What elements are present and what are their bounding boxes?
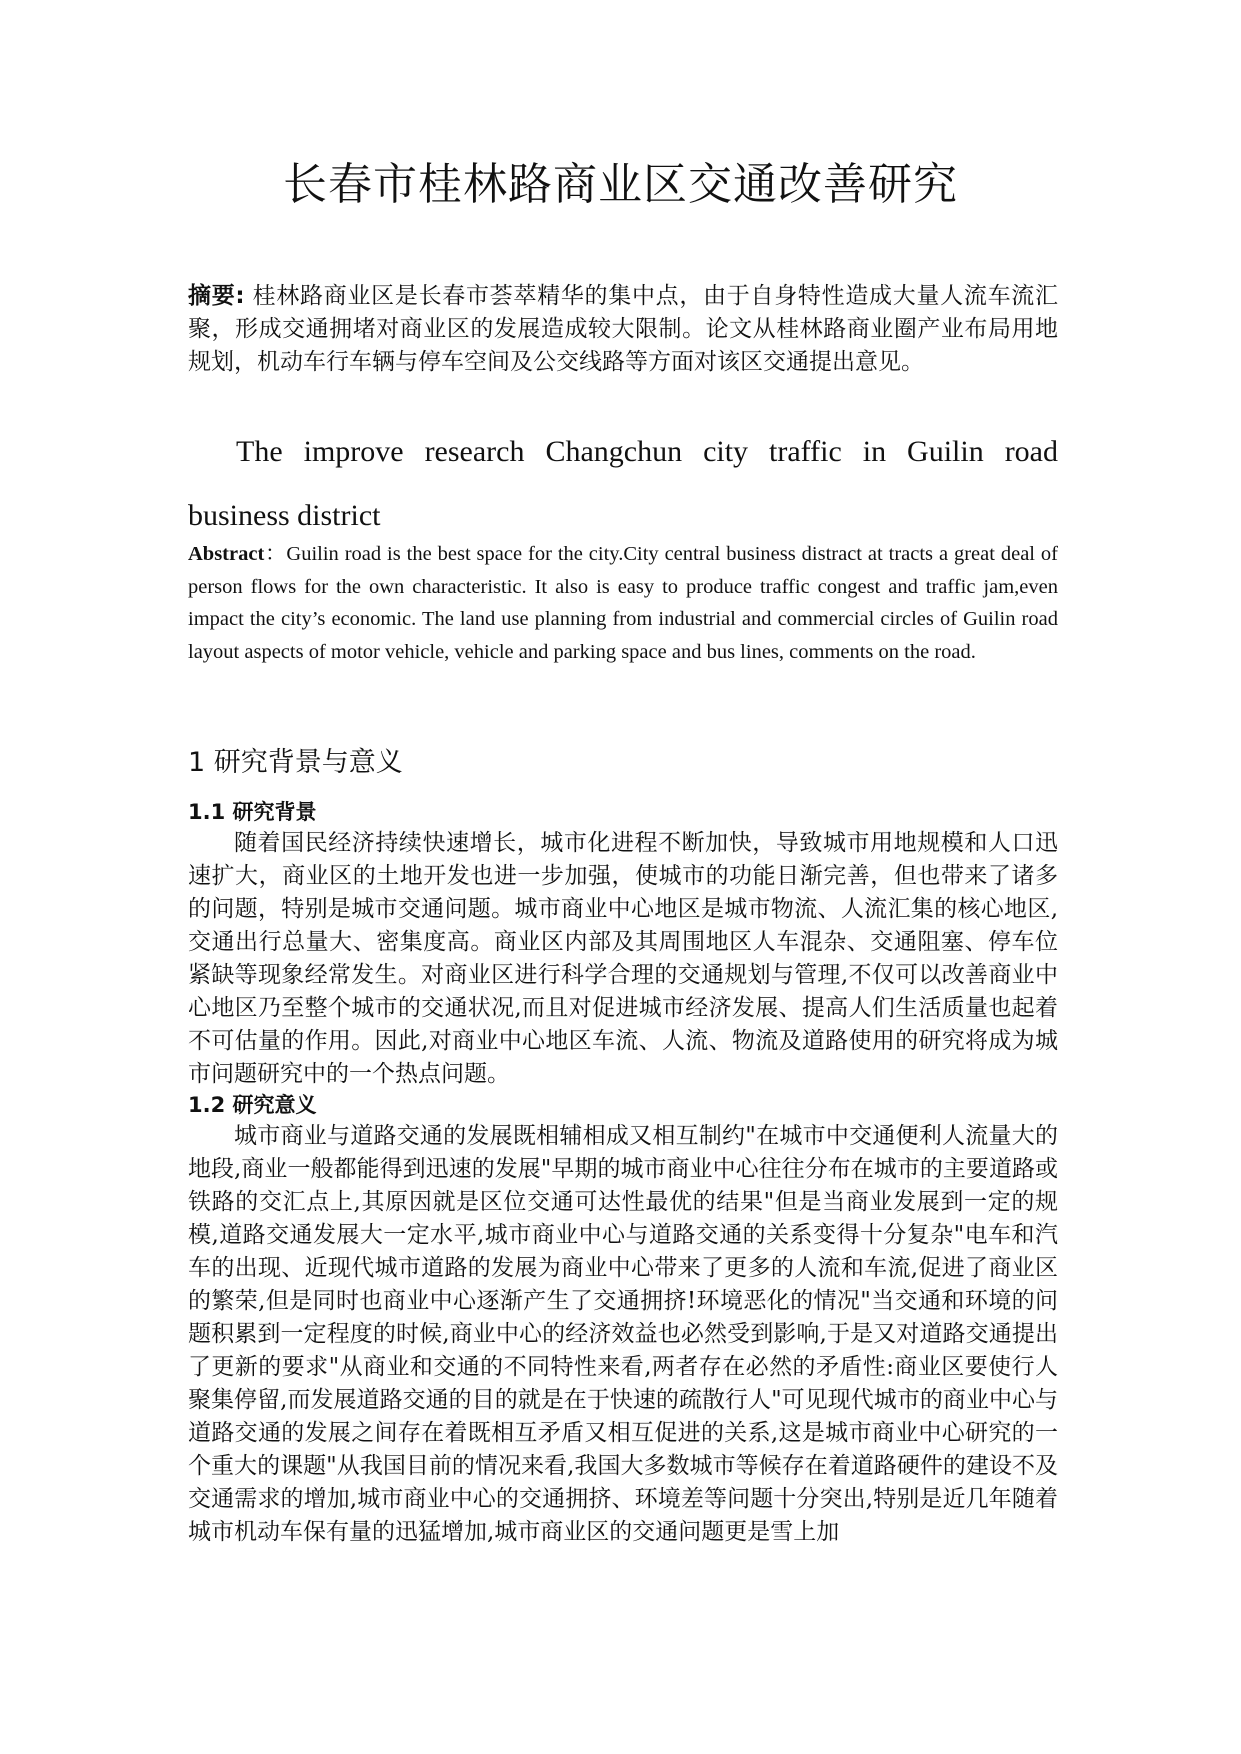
- english-title: The improve research Changchun city traffic in Guilin road business district: [188, 435, 1058, 532]
- paper-title: 长春市桂林路商业区交通改善研究: [283, 159, 958, 210]
- section-heading: 1 研究背景与意义: [188, 747, 403, 778]
- background-paragraph: 随着国民经济持续快速增长，城市化进程不断加快，导致城市用地规模和人口迅速扩大，商业区的土地开发也进一步加强，使城市的功能日渐完善，但也带来了诸多的问题，特别是城市交通问题。城市商业中心地区是城市物流、人流汇集的核心地区,交通出行总量大、密集度高。商业区内部及其周围地区人车混杂、交通阻塞、停车位紧缺等现象经常发生。对商业区进行科学合理的交通规划与管理,不仅可以改善商业中心地区乃至整个城市的交通状况,而且对促进城市经济发展、提高人们生活质量也起着不可估量的作用。因此,对商业中心地区车流、人流、物流及道路使用的研究将成为城市问题研究中的一个热点问题。: [188, 830, 1058, 1087]
- english-abstract-text: ：Guilin road is the best space for the city.City central business distract at tracts a great deal of person flows for the own characteristic. It also is easy to produce traffic congest and traffic jam,even impact the city’s economic. The land use planning from industrial and commercial circles of Guilin road layout aspects of motor vehicle, vehicle and parking space and bus lines, comments on the road.: [188, 543, 1058, 663]
- chinese-abstract-text: 桂林路商业区是长春市荟萃精华的集中点，由于自身特性造成大量人流车流汇聚，形成交通拥堵对商业区的发展造成较大限制。论文从桂林路商业圈产业布局用地规划，机动车行车辆与停车空间及公交线路等方面对该区交通提出意见。: [188, 283, 1059, 375]
- chinese-abstract-label: 摘要:: [188, 283, 245, 309]
- significance-paragraph: 城市商业与道路交通的发展既相辅相成又相互制约"在城市中交通便利人流量大的地段,商业一般都能得到迅速的发展"早期的城市商业中心往往分布在城市的主要道路或铁路的交汇点上,其原因就是区位交通可达性最优的结果"但是当商业发展到一定的规模,道路交通发展大一定水平,城市商业中心与道路交通的关系变得十分复杂"电车和汽车的出现、近现代城市道路的发展为商业中心带来了更多的人流和车流,促进了商业区的繁荣,但是同时也商业中心逐渐产生了交通拥挤!环境恶化的情况"当交通和环境的问题积累到一定程度的时候,商业中心的经济效益也必然受到影响,于是又对道路交通提出了更新的要求"从商业和交通的不同特性来看,两者存在必然的矛盾性:商业区要使行人聚集停留,而发展道路交通的目的就是在于快速的疏散行人"可见现代城市的商业中心与道路交通的发展之间存在着既相互矛盾又相互促进的关系,这是城市商业中心研究的一个重大的课题"从我国目前的情况来看,我国大多数城市等候存在着道路硬件的建设不及交通需求的增加,城市商业中心的交通拥挤、环境差等问题十分突出,特别是近几年随着城市机动车保有量的迅猛增加,城市商业区的交通问题更是雪上加: [188, 1123, 1058, 1545]
- subsection-heading-significance: 1.2 研究意义: [188, 1093, 317, 1117]
- english-abstract-label: Abstract: [188, 543, 265, 565]
- english-abstract: [188, 538, 1058, 668]
- subsection-heading-background: 1.1 研究背景: [188, 800, 317, 824]
- chinese-abstract: [188, 280, 1058, 379]
